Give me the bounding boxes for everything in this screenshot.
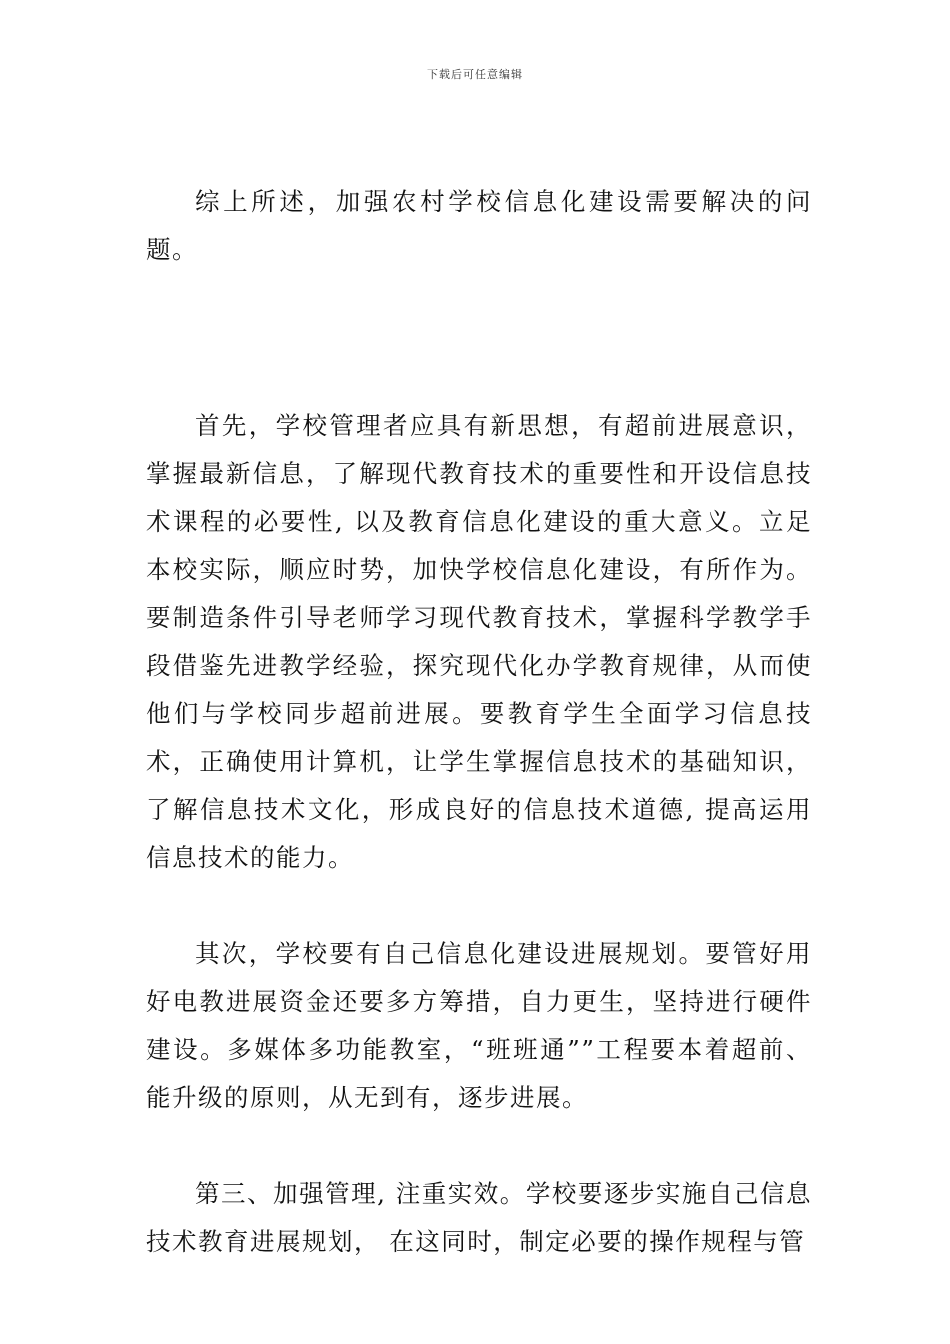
paragraph-spacer <box>146 1122 812 1170</box>
paragraph-spacer <box>146 338 812 402</box>
paragraph-spacer <box>146 274 812 338</box>
paragraph-first: 首先，学校管理者应具有新思想，有超前进展意识，掌握最新信息，了解现代教育技术的重要性和开设信息技术课程的必要性, 以及教育信息化建设的重大意义。立足本校实际，顺应时势，加快学校信息化建设，有所作为。要制造条件引导老师学习现代教育技术，掌握科学教学手段借鉴先进教学经验，探究现代化办学教育规律，从而使他们与学校同步超前进展。要教育学生全面学习信息技术，正确使用计算机，让学生掌握信息技术的基础知识，了解信息技术文化，形成良好的信息技术道德, 提高运用信息技术的能力。 <box>146 411 812 872</box>
document-body <box>146 178 812 1266</box>
paragraph-spacer <box>146 882 812 930</box>
paragraph-summary: 综上所述，加强农村学校信息化建设需要解决的问题。 <box>146 187 812 264</box>
paragraph-second: 其次，学校要有自己信息化建设进展规划。要管好用好电教进展资金还要多方筹措，自力更生，坚持进行硬件建设。多媒体多功能教室，“班班通””工程要本着超前、能升级的原则，从无到有，逐步进展。 <box>146 939 812 1112</box>
paragraph-third: 第三、加强管理, 注重实效。学校要逐步实施自己信息技术教育进展规划， 在这同时，制定必要的操作规程与管 <box>146 1179 812 1256</box>
page-header-note: 下载后可任意编辑 <box>427 68 523 81</box>
